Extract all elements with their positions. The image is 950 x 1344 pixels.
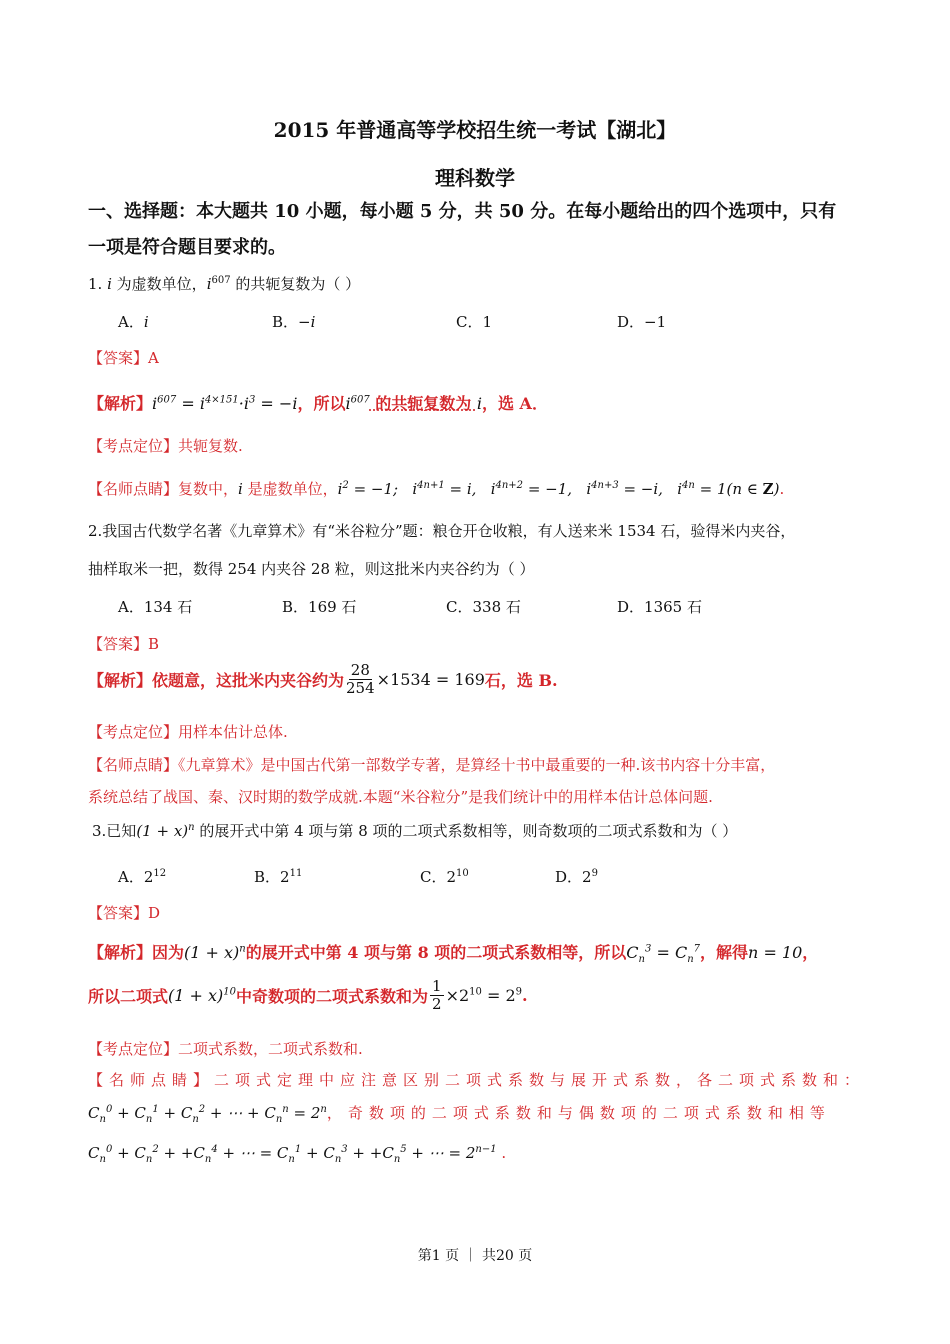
page-subtitle: 理科数学 bbox=[435, 166, 515, 190]
question-2-stem-cont: 抽样取米一把，数得 254 内夹谷 28 粒，则这批米内夹谷约为（ ） bbox=[88, 560, 535, 578]
q3-answer: 【答案】D bbox=[88, 904, 161, 922]
q2-kaodian: 【考点定位】用样本估计总体. bbox=[88, 723, 288, 741]
q3-option-a: A．$2^{12}$ bbox=[118, 868, 167, 886]
q3-mingshi: 【名师点睛】二项式定理中应注意区别二项式系数与展开式系数，各二项式系数和： bbox=[88, 1071, 866, 1089]
q1-option-b: B．−i bbox=[272, 313, 316, 331]
q1-option-c: C．1 bbox=[456, 313, 493, 331]
q2-option-c: C．338 石 bbox=[446, 598, 521, 616]
question-3-stem: 3.已知$(1 + x)^n$ 的展开式中第 4 项与第 8 项的二项式系数相等，则奇数项的二项式系数和为（ ） bbox=[92, 822, 738, 840]
q1-option-d: D．−1 bbox=[617, 313, 667, 331]
section-heading-cont: 一项是符合题目要求的。 bbox=[88, 237, 286, 258]
q3-option-c: C．$2^{10}$ bbox=[420, 868, 469, 886]
q1-analysis: 【解析】$i^{607} = i^{4\times 151}\cdot i^3 = -i$，所以$i^{607}$ 的共轭复数为 i，选 A． bbox=[88, 394, 548, 413]
q2-mingshi-cont: 系统总结了战国、秦、汉时期的数学成就.本题“米谷粒分”是我们统计中的用样本估计总体问题. bbox=[88, 788, 713, 806]
question-1-stem: 1. i 为虚数单位，$i^{607}$ 的共轭复数为（ ） bbox=[88, 275, 361, 293]
q3-analysis-cont: 所以二项式 $(1 + x)^{10}$ 中奇数项的二项式系数和为 $\frac{1}{2}$ $\times 2^{10} = 2^9$ . bbox=[88, 977, 528, 1013]
q1-kaodian: 【考点定位】共轭复数. bbox=[88, 437, 243, 455]
q2-mingshi: 【名师点睛】《九章算术》是中国古代第一部数学专著，是算经十书中最重要的一种.该书内容十分丰富， bbox=[88, 756, 776, 774]
q3-mingshi-cont: $C_n^0 + C_n^1 + C_n^2$ + ⋯ + $C_n^n = 2^n$，奇数项的二项式系数和与偶数项的二项式系数和相等 bbox=[88, 1104, 831, 1125]
page-footer: 第1 页 ｜ 共20 页 bbox=[417, 1248, 533, 1264]
q3-option-b: B．$2^{11}$ bbox=[254, 868, 303, 886]
q2-option-b: B．169 石 bbox=[282, 598, 357, 616]
q3-analysis: 【解析】因为$(1 + x)^n$的展开式中第 4 项与第 8 项的二项式系数相等，所以$C_n^3 = C_n^7$，解得n = 10， bbox=[88, 943, 819, 966]
q3-option-d: D．$2^9$ bbox=[555, 868, 598, 886]
q3-kaodian: 【考点定位】二项式系数，二项式系数和. bbox=[88, 1040, 363, 1058]
q3-mingshi-formula: $C_n^0 + C_n^2 + +C_n^4$ + ⋯ = $C_n^1 + C_n^3 + +C_n^5$ + ⋯ = $2^{n-1}$ . bbox=[88, 1144, 507, 1165]
page-title: 2015 年普通高等学校招生统一考试【湖北】 bbox=[273, 118, 677, 142]
q2-answer: 【答案】B bbox=[88, 635, 160, 653]
q1-answer: 【答案】A bbox=[88, 349, 159, 367]
q2-analysis: 【解析】依题意，这批米内夹谷约为 $\frac{28}{254}$ ×1534 = 169 石，选 B. bbox=[88, 661, 558, 697]
question-2-stem: 2.我国古代数学名著《九章算术》有“米谷粒分”题：粮仓开仓收粮，有人送来米 1534 石，验得米内夹谷， bbox=[88, 522, 796, 540]
q2-option-a: A．134 石 bbox=[118, 598, 193, 616]
q1-option-a: A．i bbox=[118, 313, 149, 331]
q1-mingshi: 【名师点睛】复数中，i 是虚数单位，$i^2 = -1$; $i^{4n+1} = i$, $i^{4n+2} = -1$, $i^{4n+3} = -i$, $i^{4n} = 1(n$ ∈ Z). bbox=[88, 480, 785, 498]
q2-option-d: D．1365 石 bbox=[617, 598, 702, 616]
section-heading: 一、选择题：本大题共 10 小题，每小题 5 分，共 50 分。在每小题给出的四个选项中，只有 bbox=[88, 201, 837, 222]
